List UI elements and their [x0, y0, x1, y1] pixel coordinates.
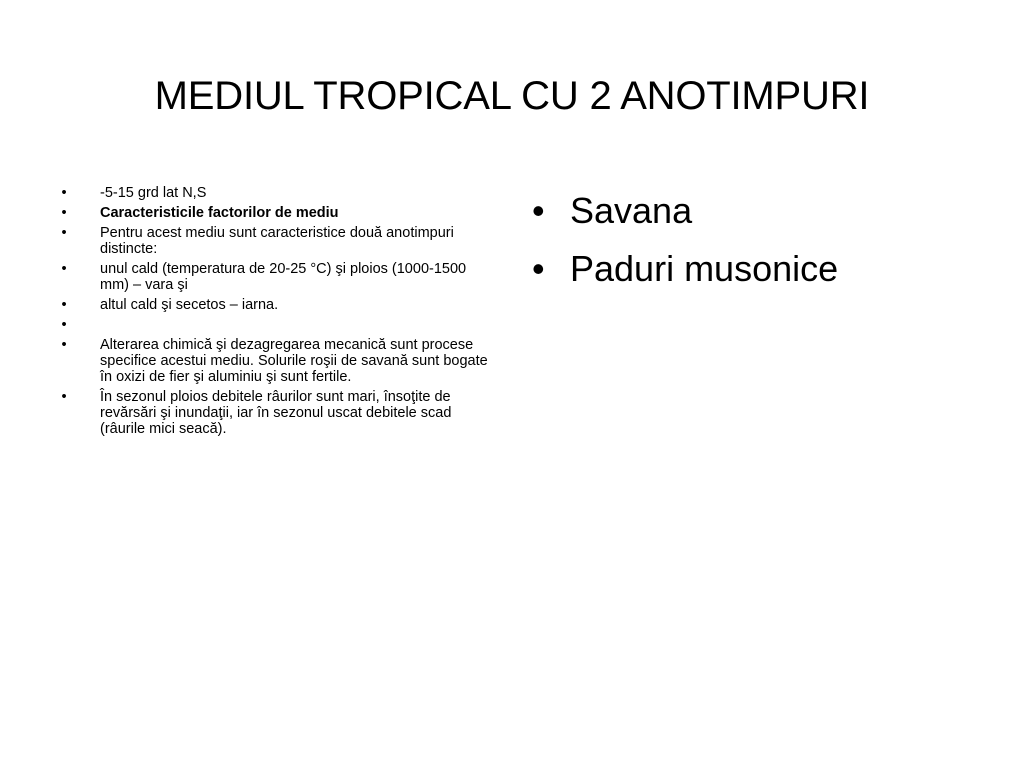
- left-bullet-list: [58, 185, 494, 441]
- list-item-text: În sezonul ploios debitele râurilor sunt mari, însoţite de revărsări şi inundaţii, iar în sezonul uscat debitele scad (râurile mici seacă).: [100, 389, 452, 437]
- list-item-text: -5-15 grd lat N,S: [100, 185, 207, 201]
- bullet-icon: •: [61, 205, 67, 221]
- list-item-empty: [58, 317, 494, 333]
- bullet-icon: •: [61, 297, 67, 313]
- list-item: [532, 248, 992, 290]
- list-item: [58, 205, 494, 221]
- bullet-icon: •: [61, 337, 67, 353]
- list-item-text: unul cald (temperatura de 20-25 °C) şi ploios (1000-1500 mm) – vara şi: [100, 261, 467, 293]
- bullet-icon: •: [61, 225, 67, 241]
- list-item: [58, 225, 494, 257]
- list-item-text: Pentru acest mediu sunt caracteristice două anotimpuri distincte:: [100, 225, 454, 257]
- list-item: [58, 261, 494, 293]
- list-item: [532, 190, 992, 232]
- list-item: [58, 389, 494, 437]
- bullet-icon: •: [61, 389, 67, 405]
- right-bullet-list: [532, 190, 992, 306]
- list-item: [58, 297, 494, 313]
- bullet-icon: •: [61, 261, 67, 277]
- bullet-icon: •: [61, 317, 67, 333]
- list-item-text: Savana: [570, 190, 693, 231]
- bullet-icon: •: [532, 248, 545, 289]
- list-item: [58, 337, 494, 385]
- list-item-text: altul cald şi secetos – iarna.: [100, 297, 279, 313]
- bullet-icon: •: [61, 185, 67, 201]
- list-item-text: Alterarea chimică şi dezagregarea mecanică sunt procese specifice acestui mediu. Solurile roşii de savană sunt bogate în oxizi de fier şi aluminiu şi sunt fertile.: [100, 337, 488, 385]
- list-item-text: Caracteristicile factorilor de mediu: [100, 205, 339, 221]
- slide-title: MEDIUL TROPICAL CU 2 ANOTIMPURI: [154, 74, 870, 118]
- list-item-text: Paduri musonice: [570, 248, 839, 289]
- list-item: [58, 185, 494, 201]
- bullet-icon: •: [532, 190, 545, 231]
